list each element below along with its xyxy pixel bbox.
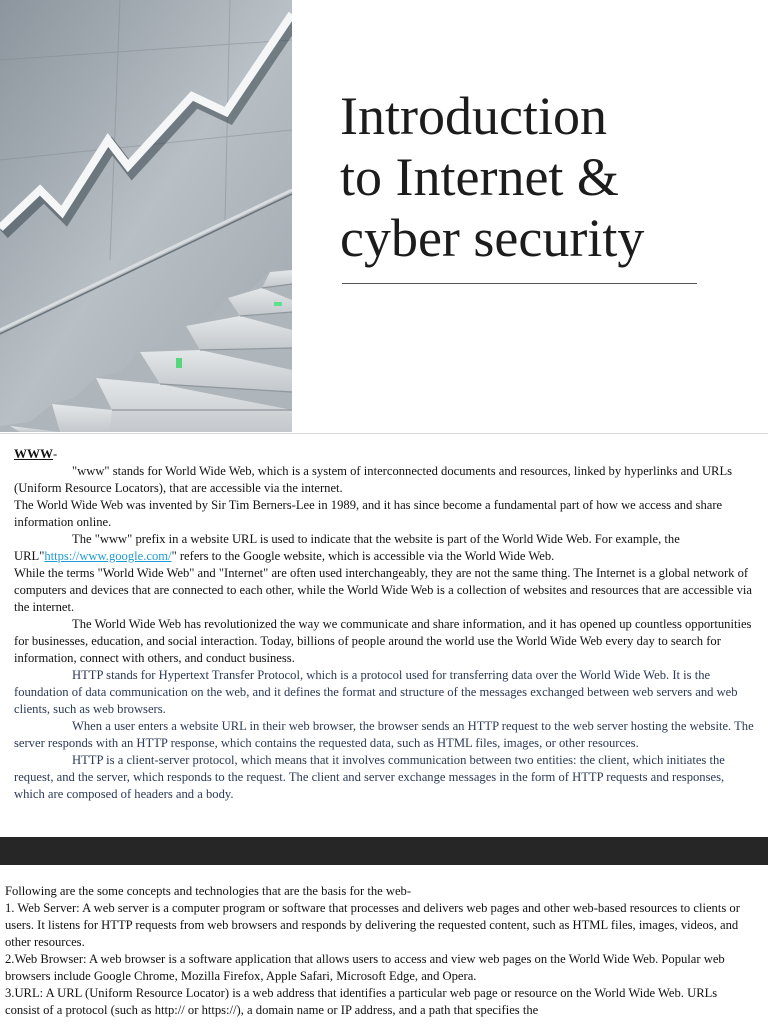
cover-illustration xyxy=(0,0,292,432)
title-line-3: cyber security xyxy=(340,208,645,268)
staircase-chart-image xyxy=(0,0,292,432)
prefix-text-after: " refers to the Google website, which is accessible via the World Wide Web. xyxy=(171,549,555,563)
title-line-2: to Internet & xyxy=(340,147,619,207)
paragraph-web-impact: The World Wide Web has revolutionized the way we communicate and share information, and it has opened up countless opportunities for businesses, education, and social interaction. Today, billions of people around the world use the World Wide Web every day to search for information, connect with others, and conduct business. xyxy=(14,617,752,665)
page-web-concepts-body xyxy=(5,883,755,1019)
page-www-body xyxy=(14,445,754,803)
heading-suffix: - xyxy=(53,447,58,461)
paragraph-http-client-server: HTTP is a client-server protocol, which means that it involves communication between two entities: the client, which initiates the request, and the server, which responds to the request. The client and server exchange messages in the form of HTTP requests and responses, which are composed of headers and a body. xyxy=(14,753,725,801)
title-line-1: Introduction xyxy=(340,86,607,146)
page-web-concepts xyxy=(0,865,768,1024)
page-www xyxy=(0,433,768,838)
title-underline xyxy=(342,283,697,284)
concepts-intro: Following are the some concepts and technologies that are the basis for the web- xyxy=(5,884,412,898)
google-url-link[interactable]: https://www.google.com/ xyxy=(44,549,172,563)
section-heading xyxy=(14,445,754,463)
paragraph-www-prefix xyxy=(14,531,754,565)
concept-web-browser: 2.Web Browser: A web browser is a software application that allows users to access and view web pages on the World Wide Web. Popular web browsers include Google Chrome, Mozilla Firefox, Apple Safari, Microsoft Edge, and Opera. xyxy=(5,952,725,983)
concept-web-server: 1. Web Server: A web server is a computer program or software that processes and delivers web pages and other web-based resources to clients or users. It listens for HTTP requests from web browsers and responds by delivering the requested content, such as HTML files, images, videos, and other resources. xyxy=(5,901,740,949)
page-separator-band xyxy=(0,837,768,865)
document-title xyxy=(340,86,750,269)
paragraph-http-definition: HTTP stands for Hypertext Transfer Protocol, which is a protocol used for transferring data over the World Wide Web. It is the foundation of data communication on the web, and it defines the format and structure of the messages exchanged between web servers and web clients, such as web browsers. xyxy=(14,668,738,716)
concept-url: 3.URL: A URL (Uniform Resource Locator) is a web address that identifies a particular web page or resource on the World Wide Web. URLs consist of a protocol (such as http:// or https://), a domain name or IP address, and a path that specifies the xyxy=(5,986,718,1017)
prefix-text-before: The "www" prefix in a website URL is used to indicate that the website is part of the World Wide Web. For example, the URL" xyxy=(14,532,680,563)
heading-www: WWW xyxy=(14,446,53,461)
cover-page xyxy=(0,0,768,432)
paragraph-www-invention: The World Wide Web was invented by Sir Tim Berners-Lee in 1989, and it has since become a fundamental part of how we access and share information online. xyxy=(14,498,723,529)
paragraph-www-definition: "www" stands for World Wide Web, which is a system of interconnected documents and resources, linked by hyperlinks and URLs (Uniform Resource Locators), that are accessible via the internet. xyxy=(14,464,733,495)
paragraph-http-request: When a user enters a website URL in their web browser, the browser sends an HTTP request to the web server hosting the website. The server responds with an HTTP response, which contains the requested data, such as HTML files, images, or other resources. xyxy=(14,719,754,750)
paragraph-web-vs-internet: While the terms "World Wide Web" and "Internet" are often used interchangeably, they are not the same thing. The Internet is a global network of computers and devices that are connected to each other, while the World Wide Web is a collection of websites and resources that are accessible via the internet. xyxy=(14,566,752,614)
